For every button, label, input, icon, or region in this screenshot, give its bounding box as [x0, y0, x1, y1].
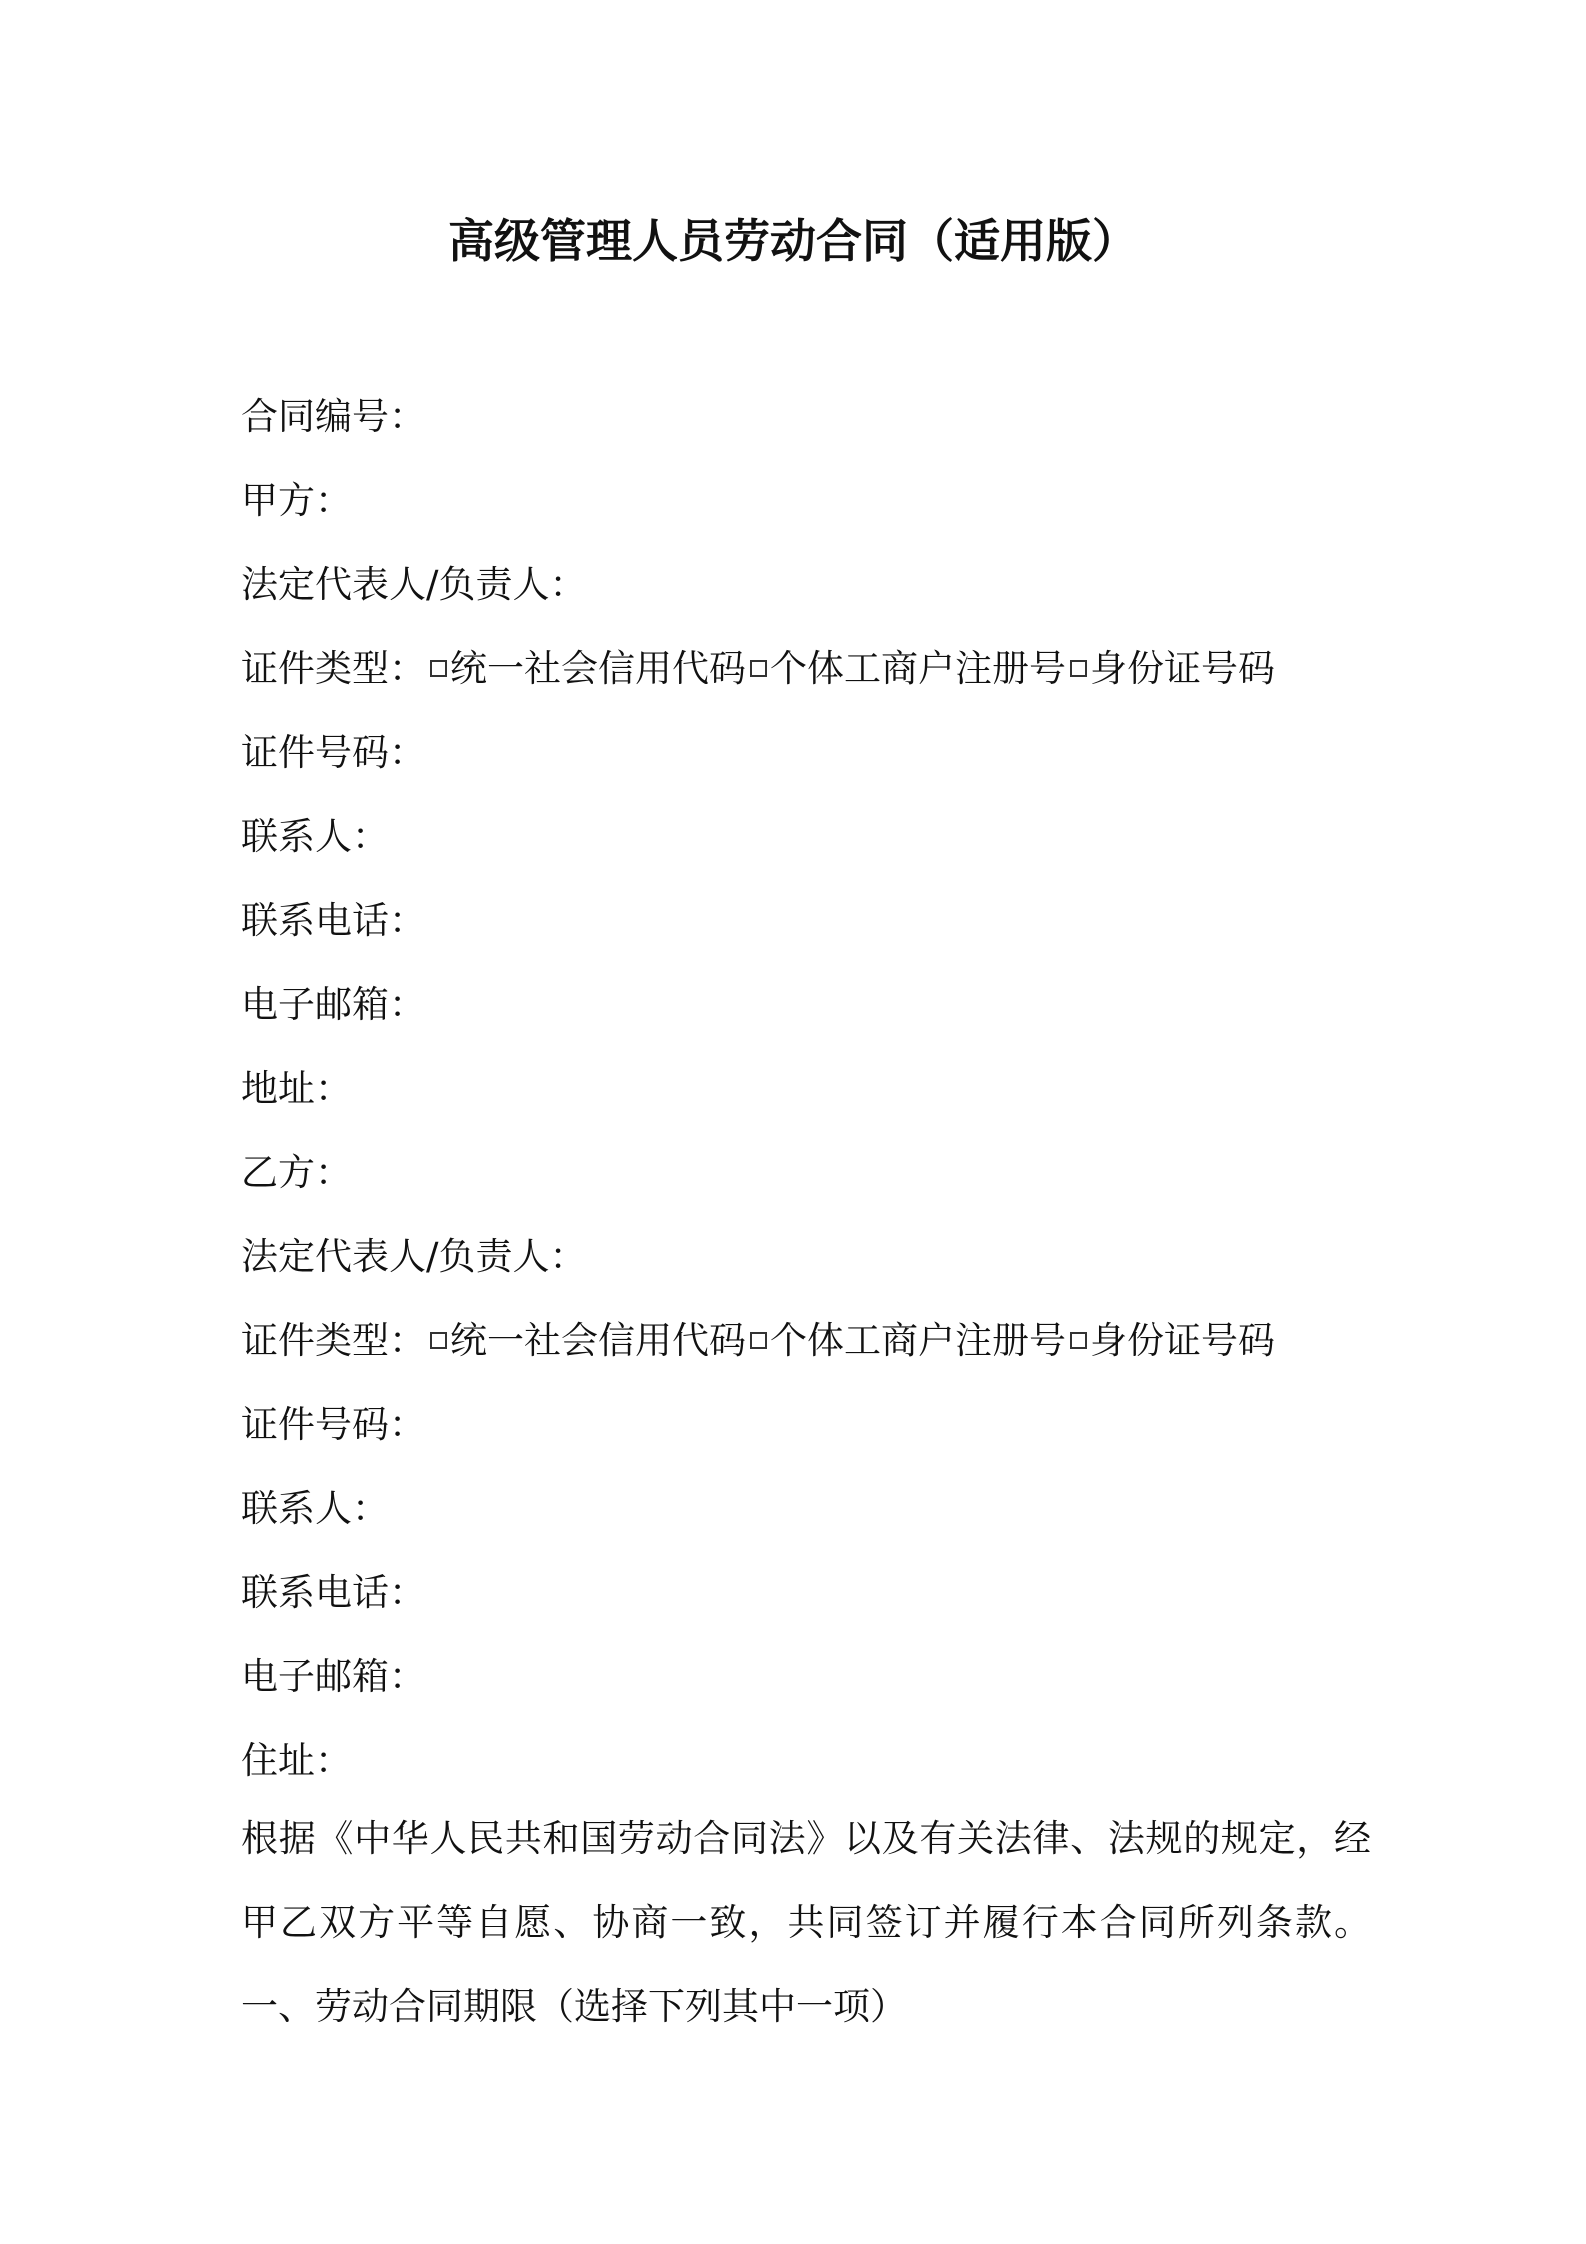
field-party-a: 甲方：	[241, 479, 352, 522]
checkbox-icon[interactable]	[1070, 1332, 1087, 1349]
field-party-b-legal-rep: 法定代表人/负责人：	[241, 1235, 587, 1278]
checkbox-icon[interactable]	[750, 660, 767, 677]
id-type-option: 统一社会信用代码	[450, 647, 746, 690]
field-party-a-id-number: 证件号码：	[241, 731, 426, 774]
id-type-label: 证件类型：	[241, 1319, 426, 1362]
document-title: 高级管理人员劳动合同（适用版）	[448, 214, 1138, 268]
id-type-option: 身份证号码	[1090, 1319, 1275, 1362]
field-party-a-address: 地址：	[241, 1067, 352, 1110]
field-party-a-phone: 联系电话：	[241, 899, 426, 942]
checkbox-icon[interactable]	[430, 660, 447, 677]
id-type-label: 证件类型：	[241, 647, 426, 690]
field-party-b-id-type	[241, 1299, 1371, 1383]
field-party-a-legal-rep: 法定代表人/负责人：	[241, 563, 587, 606]
id-type-option: 个体工商户注册号	[770, 1319, 1066, 1362]
field-contract-number: 合同编号：	[241, 395, 426, 438]
contract-intro-paragraph: 根据《中华人民共和国劳动合同法》以及有关法律、法规的规定，经甲乙双方平等自愿、协商一致，共同签订并履行本合同所列条款。一、劳动合同期限（选择下列其中一项）	[241, 1817, 1371, 2028]
field-party-a-id-type	[241, 627, 1371, 711]
field-party-b: 乙方：	[241, 1151, 352, 1194]
field-party-b-phone: 联系电话：	[241, 1571, 426, 1614]
field-party-b-id-number: 证件号码：	[241, 1403, 426, 1446]
id-type-option: 身份证号码	[1090, 647, 1275, 690]
field-party-b-email: 电子邮箱：	[241, 1655, 426, 1698]
field-party-a-email: 电子邮箱：	[241, 983, 426, 1026]
id-type-option: 统一社会信用代码	[450, 1319, 746, 1362]
field-party-a-contact: 联系人：	[241, 815, 389, 858]
checkbox-icon[interactable]	[750, 1332, 767, 1349]
field-party-b-address: 住址：	[241, 1739, 352, 1782]
id-type-option: 个体工商户注册号	[770, 647, 1066, 690]
checkbox-icon[interactable]	[430, 1332, 447, 1349]
contract-fields	[241, 375, 1371, 1803]
field-party-b-contact: 联系人：	[241, 1487, 389, 1530]
checkbox-icon[interactable]	[1070, 660, 1087, 677]
